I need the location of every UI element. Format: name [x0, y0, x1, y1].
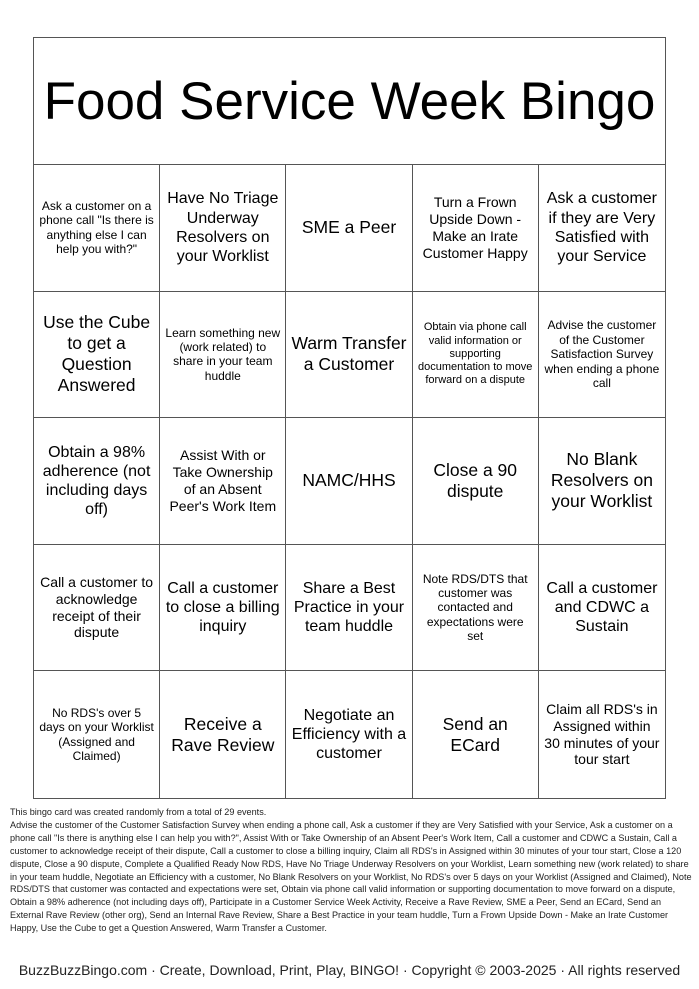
bingo-cell: Ask a customer if they are Very Satisfied with your Service	[539, 165, 665, 292]
bingo-cell: Warm Transfer a Customer	[286, 292, 412, 419]
bingo-cell: Turn a Frown Upside Down - Make an Irate Customer Happy	[413, 165, 539, 292]
bingo-cell: Call a customer and CDWC a Sustain	[539, 545, 665, 672]
bingo-cell: Have No Triage Underway Resolvers on your Worklist	[160, 165, 286, 292]
bingo-cell: Note RDS/DTS that customer was contacted and expectations were set	[413, 545, 539, 672]
bingo-cell: Send an ECard	[413, 671, 539, 798]
bingo-cell: No RDS's over 5 days on your Worklist (Assigned and Claimed)	[34, 671, 160, 798]
card-title: Food Service Week Bingo	[34, 38, 665, 165]
bingo-card	[33, 37, 666, 799]
bingo-cell: Obtain via phone call valid information or supporting documentation to move forward on a dispute	[413, 292, 539, 419]
bingo-cell: Call a customer to close a billing inquiry	[160, 545, 286, 672]
bingo-cell: SME a Peer	[286, 165, 412, 292]
bingo-cell: Share a Best Practice in your team huddle	[286, 545, 412, 672]
bingo-cell: Use the Cube to get a Question Answered	[34, 292, 160, 419]
bingo-cell: Assist With or Take Ownership of an Absent Peer's Work Item	[160, 418, 286, 545]
bingo-cell: Call a customer to acknowledge receipt of their dispute	[34, 545, 160, 672]
bingo-cell: Obtain a 98% adherence (not including days off)	[34, 418, 160, 545]
bingo-cell: No Blank Resolvers on your Worklist	[539, 418, 665, 545]
card-notes	[10, 806, 692, 935]
notes-events: Advise the customer of the Customer Satisfaction Survey when ending a phone call, Ask a customer if they are Very Satisfied with your Service, Ask a customer on a phone call "Is there is anything else I can help you with?", Assist With or Take Ownership of an Absent Peer's Work Item, Call a customer and CDWC a Sustain, Call a customer to acknowledge receipt of their dispute, Call a customer to close a billing inquiry, Claim all RDS's in Assigned within 30 minutes of your tour start, Close a 120 dispute, Close a 90 dispute, Complete a Qualified Ready Now RDS, Have No Triage Underway Resolvers on your Worklist, Learn something new (work related) to share in your team huddle, Negotiate an Efficiency with a customer, No Blank Resolvers on your Worklist, No RDS's over 5 days on your Worklist (Assigned and Claimed), Note RDS/DTS that customer was contacted and expectations were set, Obtain via phone call valid information or supporting documentation to move forward on a dispute, Obtain a 98% adherence (not including days off), Participate in a Customer Service Week Activity, Receive a Rave Review, SME a Peer, Send an ECard, Send an External Rave Review (other org), Send an Internal Rave Review, Share a Best Practice in your team huddle, Turn a Frown Upside Down - Make an Irate Customer Happy, Use the Cube to get a Question Answered, Warm Transfer a Customer.	[10, 819, 692, 934]
bingo-cell: Close a 90 dispute	[413, 418, 539, 545]
bingo-cell: Negotiate an Efficiency with a customer	[286, 671, 412, 798]
notes-intro: This bingo card was created randomly from a total of 29 events.	[10, 807, 267, 817]
bingo-cell: NAMC/HHS	[286, 418, 412, 545]
bingo-cell: Advise the customer of the Customer Satisfaction Survey when ending a phone call	[539, 292, 665, 419]
site-footer: BuzzBuzzBingo.com · Create, Download, Print, Play, BINGO! · Copyright © 2003-2025 · All rights reserved	[18, 962, 681, 978]
bingo-cell: Receive a Rave Review	[160, 671, 286, 798]
bingo-cell: Learn something new (work related) to share in your team huddle	[160, 292, 286, 419]
bingo-grid	[34, 165, 665, 798]
bingo-cell: Claim all RDS's in Assigned within 30 minutes of your tour start	[544, 701, 660, 768]
bingo-cell: Ask a customer on a phone call "Is there is anything else I can help you with?"	[34, 165, 160, 292]
